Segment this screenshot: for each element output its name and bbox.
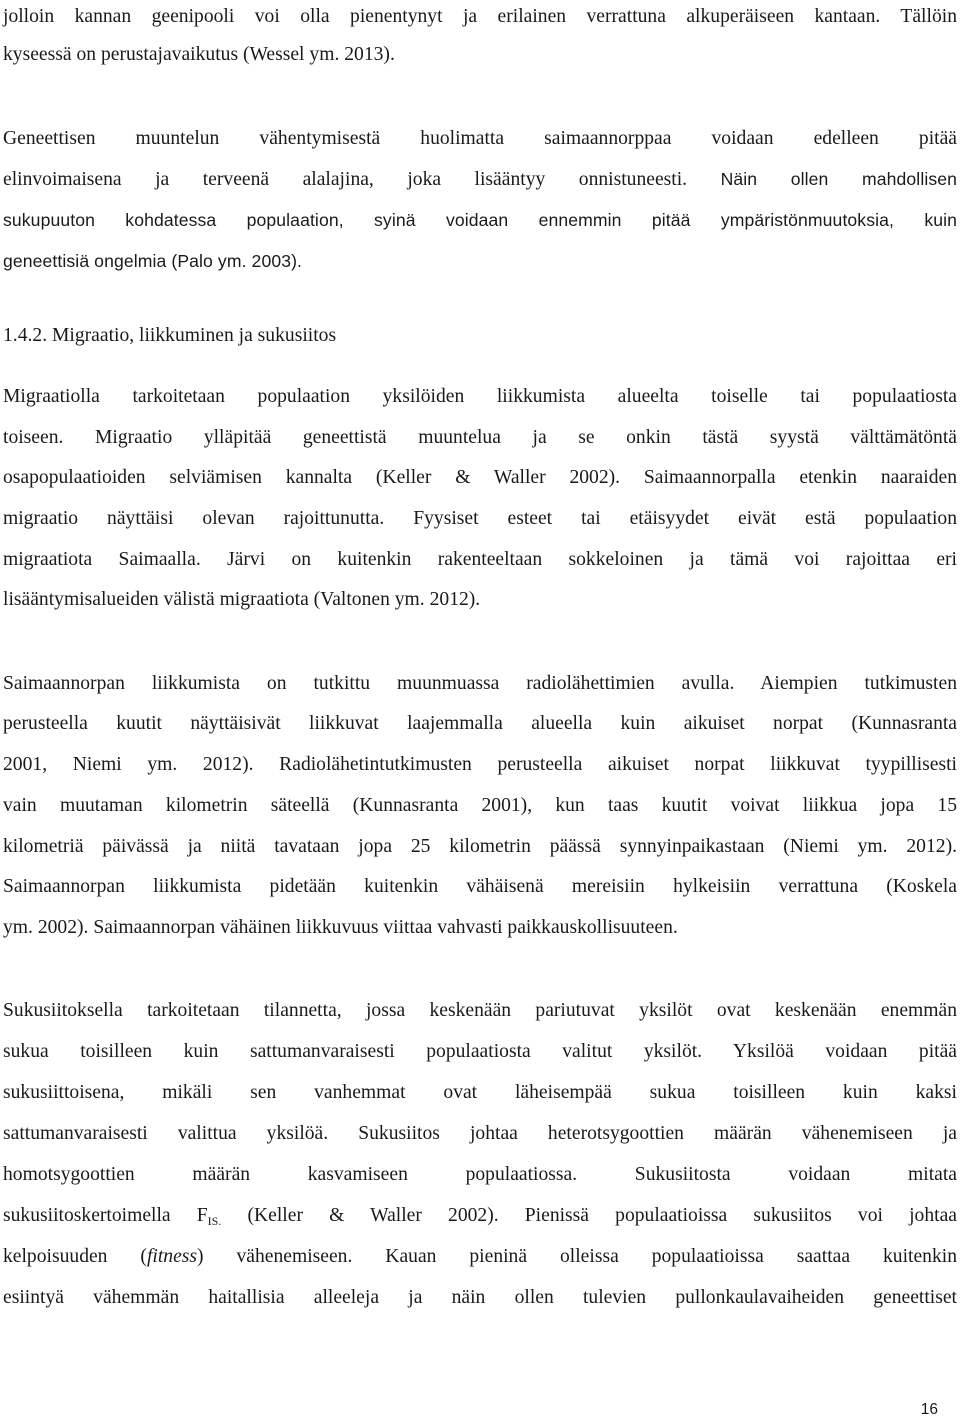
section-heading: 1.4.2. Migraatio, liikkuminen ja sukusiitos bbox=[3, 325, 337, 346]
paragraph-line: esiintyä vähemmän haitallisia alleeleja ja näin ollen tulevien pullonkaulavaiheiden geneettiset bbox=[3, 1287, 957, 1308]
text-run: ) vähenemiseen. Kauan pieninä olleissa populaatioissa saattaa kuitenkin bbox=[197, 1246, 957, 1267]
paragraph-line: migraatiota Saimaalla. Järvi on kuitenkin rakenteeltaan sokkeloinen ja tämä voi rajoittaa eri bbox=[3, 549, 957, 570]
text-run: elinvoimaisena ja terveenä alalajina, joka lisääntyy onnistuneesti. bbox=[3, 169, 688, 190]
text-run: sukusiitoskertoimella F bbox=[3, 1205, 208, 1226]
text-run: Näin ollen mahdollisen bbox=[720, 169, 957, 189]
paragraph-line: kyseessä on perustajavaikutus (Wessel ym. 2013). bbox=[3, 44, 395, 65]
paragraph-line bbox=[3, 1196, 957, 1236]
paragraph-line: 2001, Niemi ym. 2012). Radiolähetintutkimusten perusteella aikuiset norpat liikkuvat tyypillisesti bbox=[3, 754, 957, 775]
paragraph-line: ym. 2002). Saimaannorpan vähäinen liikkuvuus viittaa vahvasti paikkauskollisuuteen. bbox=[3, 917, 678, 938]
paragraph-line: sukusiittoisena, mikäli sen vanhemmat ovat läheisempää sukua toisilleen kuin kaksi bbox=[3, 1082, 957, 1103]
paragraph-line: geneettisiä ongelmia (Palo ym. 2003). bbox=[3, 251, 303, 271]
paragraph-line: perusteella kuutit näyttäisivät liikkuvat laajemmalla alueella kuin aikuiset norpat (Kunnasranta bbox=[3, 713, 957, 734]
paragraph-line bbox=[3, 159, 957, 199]
paragraph-line: migraatio näyttäisi olevan rajoittunutta. Fyysiset esteet tai etäisyydet eivät estä populaation bbox=[3, 508, 957, 529]
paragraph-line: Sukusiitoksella tarkoitetaan tilannetta, jossa keskenään pariutuvat yksilöt ovat keskenään enemmän bbox=[3, 1000, 957, 1021]
paragraph-line: Geneettisen muuntelun vähentymisestä huolimatta saimaannorppaa voidaan edelleen pitää bbox=[3, 128, 957, 149]
paragraph-line: toiseen. Migraatio ylläpitää geneettistä muuntelua ja se onkin tästä syystä välttämätöntä bbox=[3, 427, 957, 448]
paragraph-line: Saimaannorpan liikkumista pidetään kuitenkin vähäisenä mereisiin hylkeisiin verrattuna (Koskela bbox=[3, 876, 957, 897]
emphasis: fitness bbox=[146, 1246, 198, 1267]
text-run: (Keller & Waller 2002). Pienissä populaatioissa sukusiitos voi johtaa bbox=[221, 1205, 957, 1226]
paragraph-line: homotsygoottien määrän kasvamiseen populaatiossa. Sukusiitosta voidaan mitata bbox=[3, 1164, 957, 1185]
text-run: kelpoisuuden ( bbox=[3, 1246, 147, 1267]
page-number: 16 bbox=[920, 1401, 938, 1418]
paragraph-line bbox=[3, 1237, 957, 1277]
paragraph-line: osapopulaatioiden selviämisen kannalta (Keller & Waller 2002). Saimaannorpalla etenkin naaraiden bbox=[3, 467, 957, 488]
paragraph-line: Saimaannorpan liikkumista on tutkittu muunmuassa radiolähettimien avulla. Aiempien tutkimusten bbox=[3, 673, 957, 694]
paragraph-line: kilometriä päivässä ja niitä tavataan jopa 25 kilometrin päässä synnyinpaikastaan (Niemi ym. 2012). bbox=[3, 836, 957, 857]
paragraph-line: Migraatiolla tarkoitetaan populaation yksilöiden liikkumista alueelta toiselle tai populaatiosta bbox=[3, 386, 957, 407]
subscript: IS. bbox=[207, 1214, 222, 1228]
paragraph-line: sukua toisilleen kuin sattumanvaraisesti populaatiosta valitut yksilöt. Yksilöä voidaan pitää bbox=[3, 1041, 957, 1062]
paragraph-line: sukupuuton kohdatessa populaation, syinä voidaan ennemmin pitää ympäristönmuutoksia, kuin bbox=[3, 210, 957, 230]
paragraph-line: vain muutaman kilometrin säteellä (Kunnasranta 2001), kun taas kuutit voivat liikkua jopa 15 bbox=[3, 795, 957, 816]
paragraph-line: lisääntymisalueiden välistä migraatiota (Valtonen ym. 2012). bbox=[3, 589, 481, 610]
paragraph-line: sattumanvaraisesti valittua yksilöä. Sukusiitos johtaa heterotsygoottien määrän vähenemiseen ja bbox=[3, 1123, 957, 1144]
paragraph-line: jolloin kannan geenipooli voi olla pienentynyt ja erilainen verrattuna alkuperäiseen kantaan. Tällöin bbox=[3, 6, 957, 27]
